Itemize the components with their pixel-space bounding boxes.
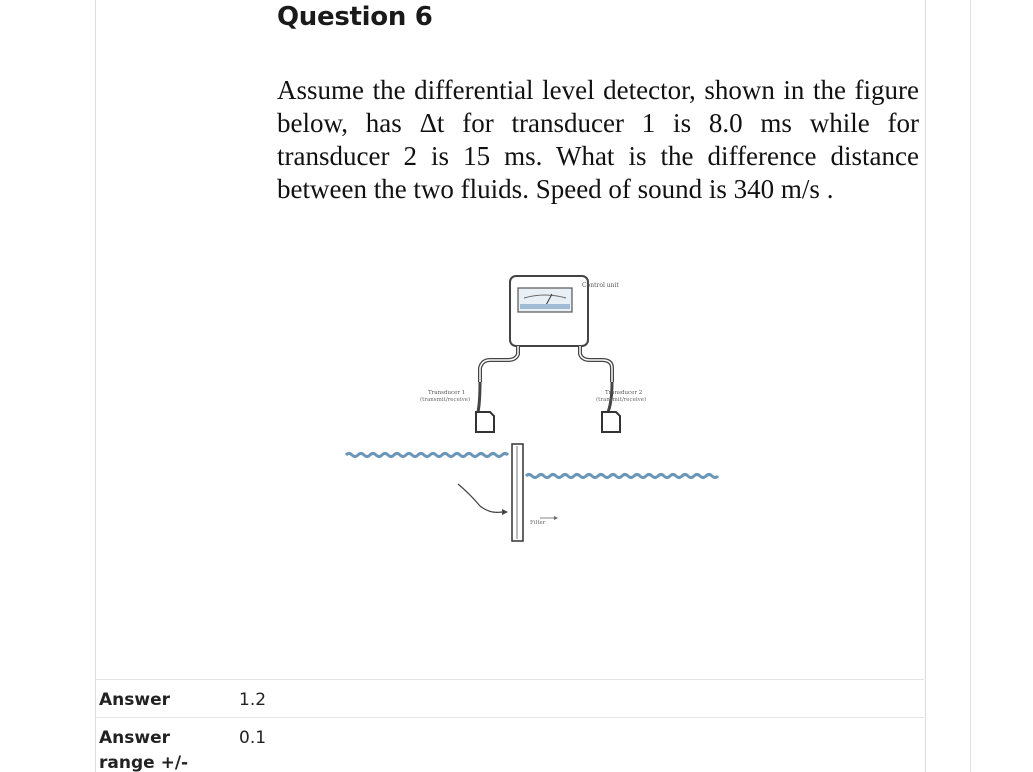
control-unit-label: Control unit xyxy=(582,282,619,289)
transducer-1-cable xyxy=(478,382,480,412)
transducer-2-label: Transducer 2 xyxy=(605,390,643,396)
transducer-1 xyxy=(476,412,494,432)
answer-value: 1.2 xyxy=(239,690,267,710)
transducer-2-sublabel: (transmit/receive) xyxy=(596,397,647,403)
answer-range-label: Answer range +/- xyxy=(99,728,189,772)
level-detector-figure xyxy=(340,262,730,552)
fluid-surface-right xyxy=(526,475,718,478)
question-text: Assume the differential level detector, shown in the figure below, has Δt for transducer 1 is 8.0 ms while for transducer 2 is 15 ms. What is the difference distance between the two fluids. Speed of sound is 340 m/s . xyxy=(277,75,919,204)
cable-right-inner xyxy=(580,346,612,382)
display-bar xyxy=(520,304,570,309)
question-title: Question 6 xyxy=(277,2,433,32)
filter-arrowhead xyxy=(554,516,558,520)
transducer-1-sublabel: (transmit/receive) xyxy=(420,397,471,403)
cable-left-inner xyxy=(480,346,518,382)
divider xyxy=(970,0,971,772)
cable-left xyxy=(480,346,518,382)
flow-arrowhead xyxy=(502,509,508,515)
transducer-1-label: Transducer 1 xyxy=(428,390,466,396)
answer-row xyxy=(96,679,924,717)
answer-range-value: 0.1 xyxy=(239,728,267,748)
transducer-2 xyxy=(602,412,620,432)
filter-label: Filter xyxy=(530,520,546,526)
cable-right xyxy=(580,346,612,382)
answer-label: Answer xyxy=(99,690,170,710)
answer-range-row xyxy=(96,717,924,772)
fluid-surface-left xyxy=(346,454,508,457)
flow-arrow xyxy=(458,484,502,512)
